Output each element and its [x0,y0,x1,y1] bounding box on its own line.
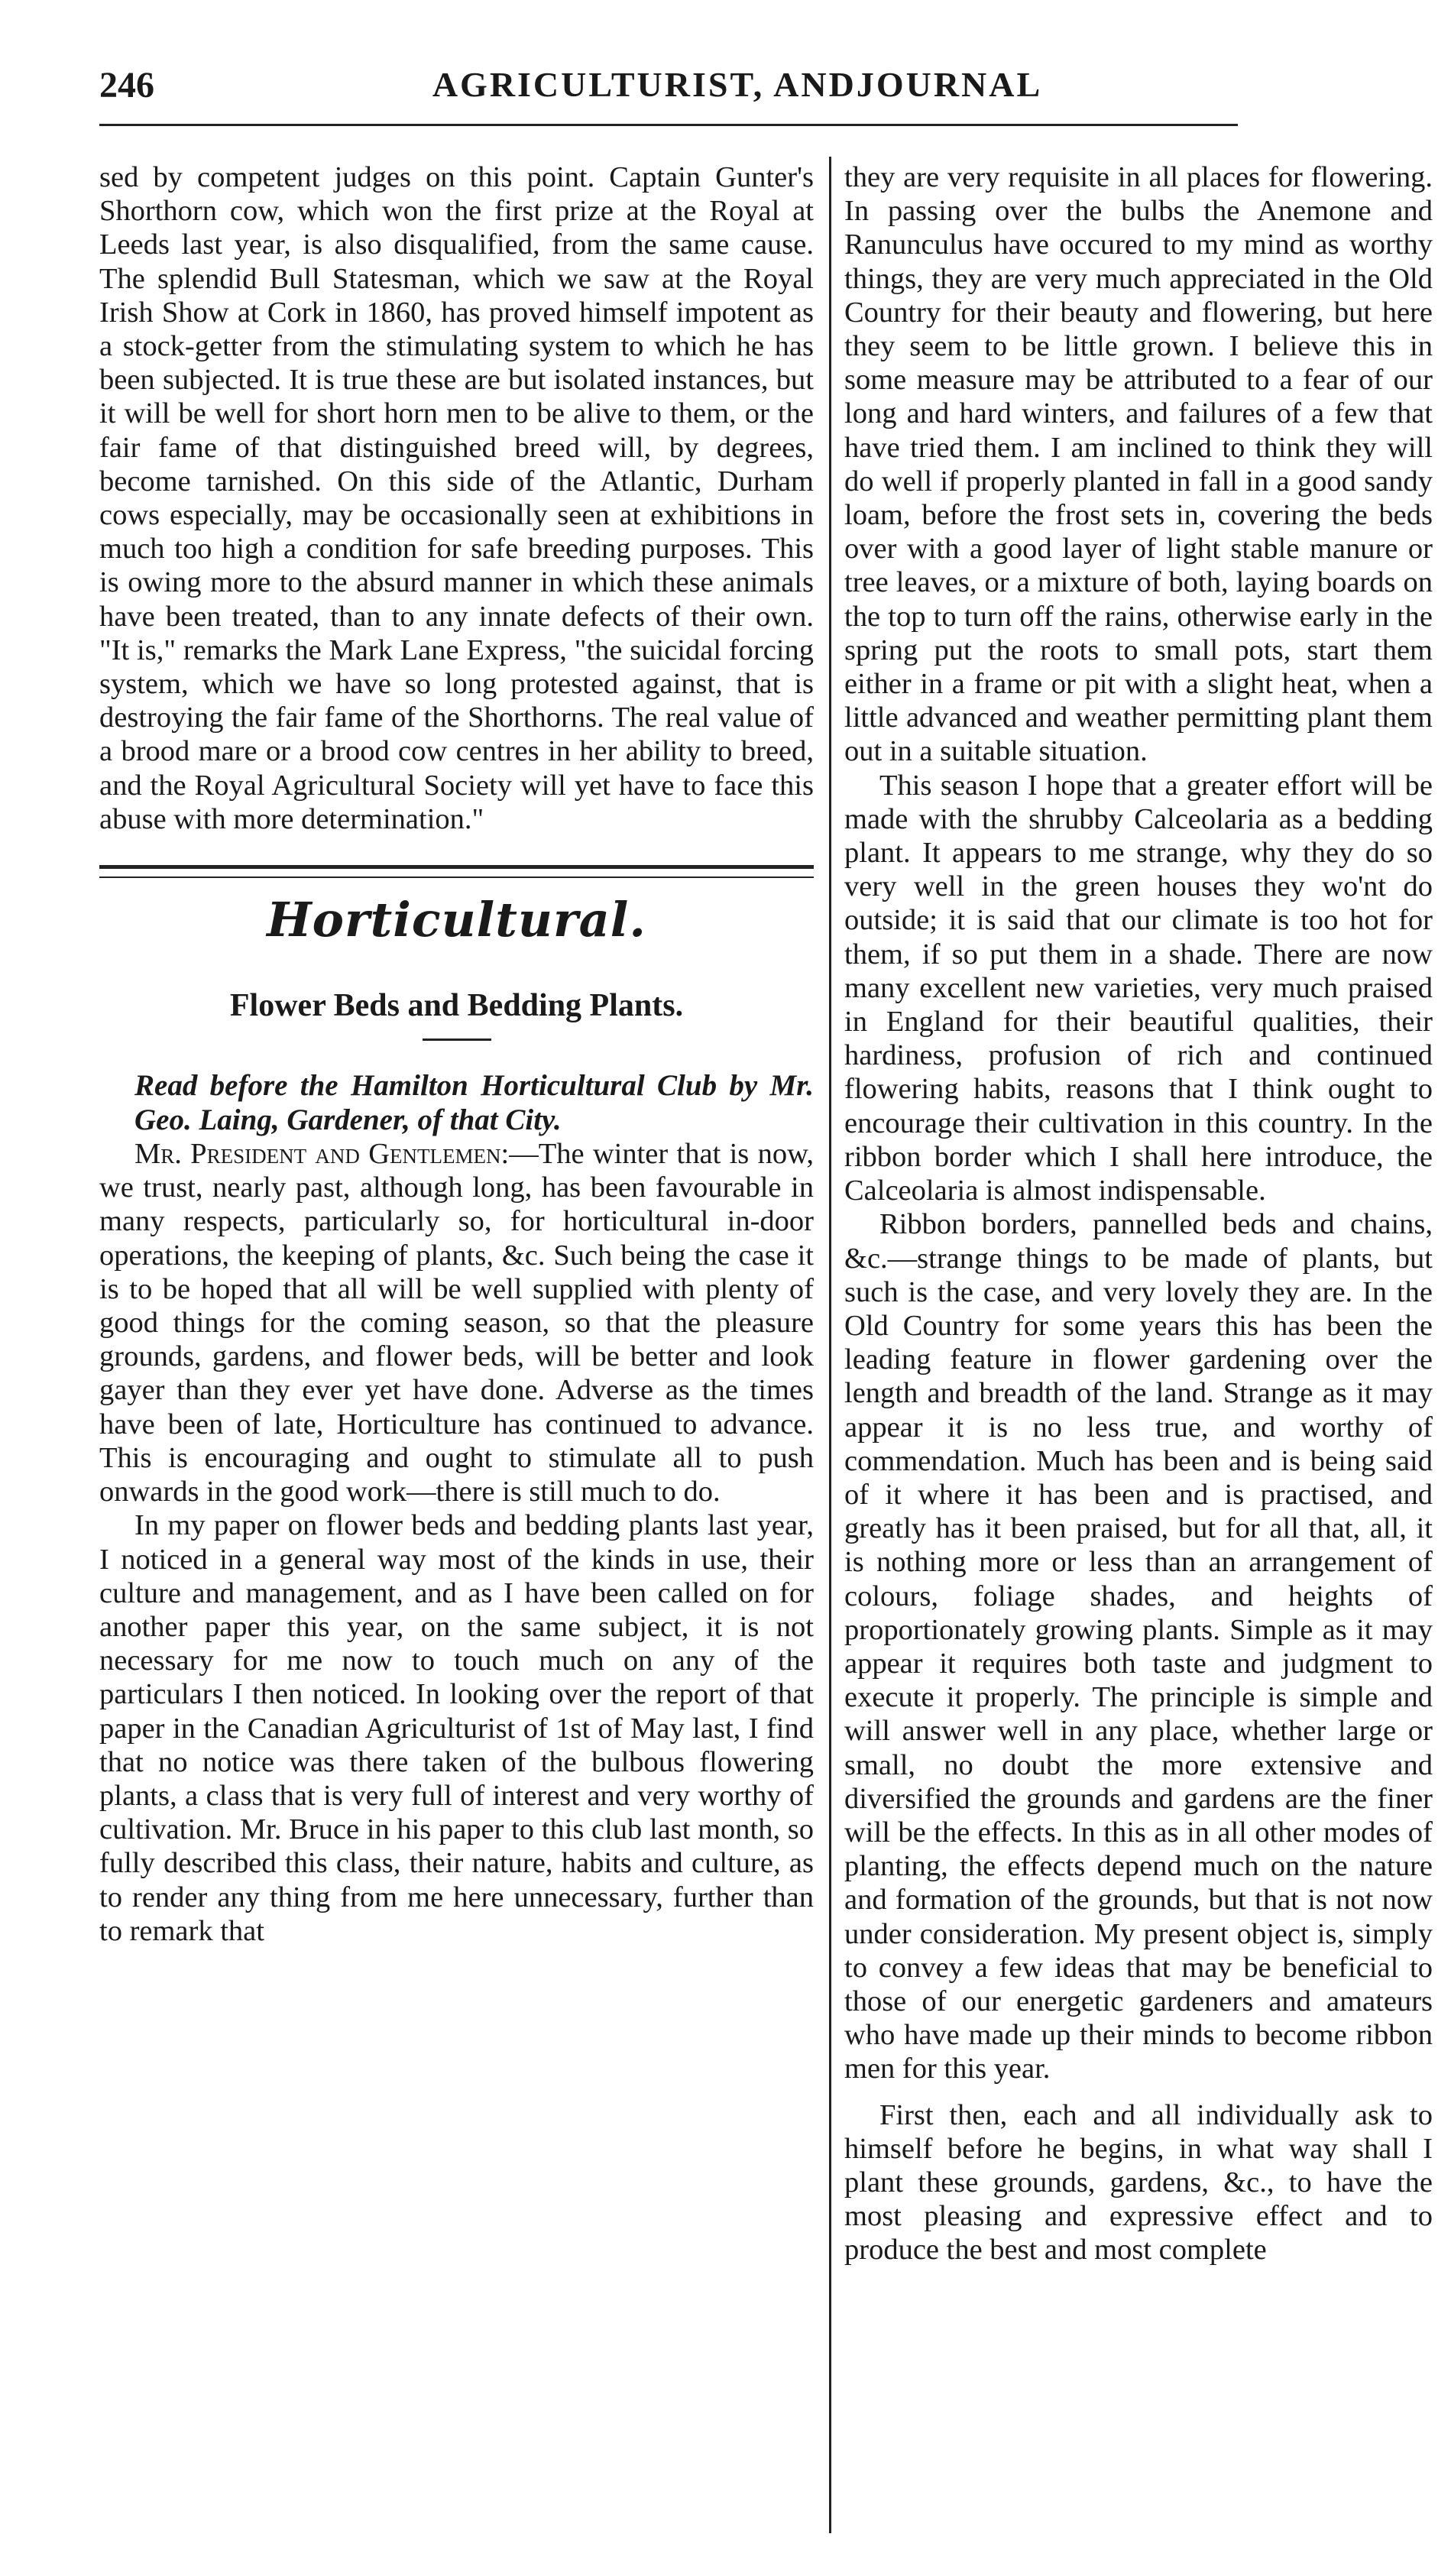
left-paragraph-bulbous: In my paper on flower beds and bedding plants last year, I noticed in a general way most of the kinds in use, their culture and management, and as I have been called on for another paper this year, on the same subject, it is not necessary for me now to touch much on any of the particulars I then noticed. In looking over the report of that paper in the Canadian Agriculturist of 1st of May last, I find that no notice was there taken of the bulbous flowering plants, a class that is very full of interest and very worthy of cultivation. Mr. Bruce in his paper to this club last month, so fully described this class, their nature, habits and culture, as to render any thing from me here unnecessary, further than to remark that [99,1509,814,1947]
left-column [99,160,814,1948]
title-short-rule [423,1039,491,1041]
page-number: 246 [99,65,154,105]
paragraph-gap [844,2086,1433,2098]
right-paragraph-calceolaria: This season I hope that a greater effort will be made with the shrubby Calceolaria as a bedding plant. It appears to me strange, why they do so very well in the green houses they wo'nt do outside; it is said that our climate is too hot for them, if so put them in a shade. There are now many excellent new varieties, very much praised in England for their beautiful qualities, their hardiness, profusion of rich and continued flowering habits, reasons that I think ought to encourage their cultivation in this country. In the ribbon border which I shall here introduce, the Calceolaria is almost indispensable. [844,769,1433,1207]
opening-text: —The winter that is now, we trust, nearly past, although long, has been favourable in many respects, particularly so, for horticultural in-door operations, the keeping of plants, &c. Such being the case it is to be hoped that all will be well supplied with plenty of good things for the coming season, so that the pleasure grounds, gardens, and flower beds, will be better and look gayer than they ever yet have done. Adverse as the times have been of late, Horticulture has continued to advance. This is encouraging and ought to stimulate all to push onwards in the good work—there is still much to do. [99,1138,814,1508]
salutation: Mr. President and Gentlemen: [134,1138,510,1171]
column-divider [829,157,831,2533]
page-header [99,61,1238,130]
left-paragraph-continued: sed by competent judges on this point. Captain Gunter's Shorthorn cow, which won the first prize at the Royal at Leeds last year, is also disqualified, from the same cause. The splendid Bull Statesman, which we saw at the Royal Irish Show at Cork in 1860, has proved himself impotent as a stock-getter from the stimulating system to which he has been subjected. It is true these are but isolated instances, but it will be well for short horn men to be alive to them, or the fair fame of that distinguished breed will, by degrees, become tarnished. On this side of the Atlantic, Durham cows especially, may be occasionally seen at exhibitions in much too high a condition for safe breeding purposes. This is owing more to the absurd manner in which these animals have been treated, than to any innate defects of their own. "It is," remarks the Mark Lane Express, "the suicidal forcing system, which we have so long protested against, that is destroying the fair fame of the Shorthorns. The real value of a brood mare or a brood cow centres in her ability to breed, and the Royal Agricultural Society will yet have to face this abuse with more determination." [99,161,814,835]
right-column [844,160,1433,2267]
right-paragraph-ribbon-borders: Ribbon borders, pannelled beds and chains, &c.—strange things to be made of plants, but such is the case, and very lovely they are. In the Old Country for some years this has been the leading feature in flower gardening over the length and breadth of the land. Strange as it may appear it is no less true, and worthy of commendation. Much has been and is being said of it where it has been and is practised, and greatly has it been praised, but for all that, all, it is nothing more or less than an arrangement of colours, foliage shades, and heights of proportionately growing plants. Simple as it may appear it requires both taste and judgment to execute it properly. The principle is simple and will answer well in any place, whether large or small, no doubt the more extensive and diversified the grounds and gardens are the finer will be the effects. In this as in all other modes of planting, the effects depend much on the nature and formation of the grounds, but that is not now under consideration. My present object is, simply to convey a few ideas that may be beneficial to those of our energetic gardeners and amateurs who have made up their minds to become ribbon men for this year. [844,1208,1433,2085]
right-paragraph-first-then: First then, each and all individually ask to himself before he begins, in what way shall I plant these grounds, gardens, &c., to have the most pleasing and expressive effect and to produce the best and most complete [844,2098,1433,2267]
article-byline: Read before the Hamilton Horticultural Club by Mr. Geo. Laing, Gardener, of that City. [134,1069,814,1137]
header-rule [99,124,1238,126]
left-paragraph-opening [99,1137,814,1508]
right-paragraph-anemone: they are very requisite in all places for flowering. In passing over the bulbs the Anemone and Ranunculus have occured to my mind as worthy things, they are very much appreciated in the Old Country for their beauty and flowering, but here they seem to be little grown. I believe this in some measure may be attributed to a fear of our long and hard winters, and failures of a few that have tried them. I am inclined to think they will do well if properly planted in fall in a good sandy loam, before the frost sets in, covering the beds over with a good layer of light stable manure or tree leaves, or a mixture of both, laying boards on the top to turn off the rains, otherwise early in the spring put the roots to small pots, start them either in a frame or pit with a slight heat, when a little advanced and weather permitting plant them out in a suitable situation. [844,161,1433,768]
running-title: AGRICULTURIST, ANDJOURNAL [432,65,1043,104]
section-divider-rule [99,865,814,878]
section-heading: Horticultural. [267,892,646,948]
article-title: Flower Beds and Bedding Plants. [229,988,684,1024]
